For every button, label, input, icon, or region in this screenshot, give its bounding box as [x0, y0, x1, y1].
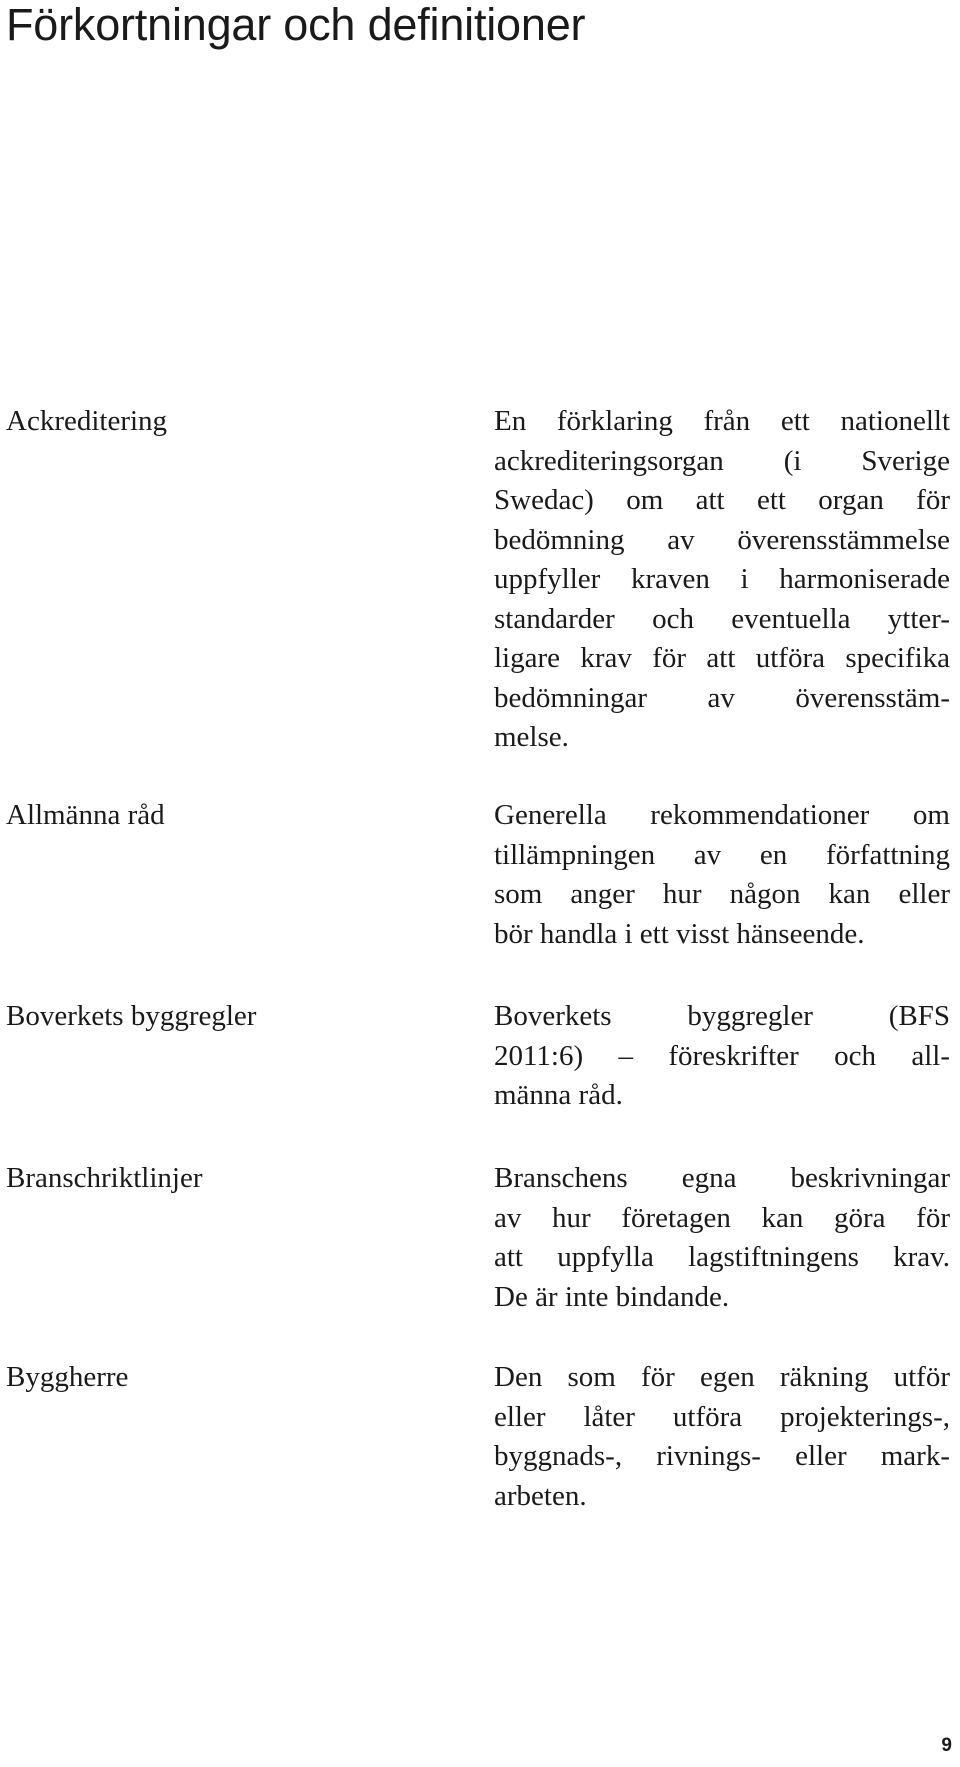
definition-line: männa råd.	[494, 1079, 623, 1111]
definition-line: byggnads-, rivnings- eller mark-	[494, 1440, 950, 1472]
definition-line: uppfyller kraven i harmoniserade	[494, 563, 950, 595]
definition-line: att uppfylla lagstiftningens krav.	[494, 1241, 950, 1273]
definition-line: 2011:6) – föreskrifter och all-	[494, 1039, 950, 1072]
definition-line: ligare krav för att utföra specifika	[494, 642, 950, 674]
term: Allmänna råd	[6, 799, 165, 831]
term: Byggherre	[6, 1361, 129, 1393]
definition-line: av hur företagen kan göra för	[494, 1201, 950, 1234]
definition-line: bedömning av överensstämmelse	[494, 523, 950, 556]
term: Boverkets byggregler	[6, 1000, 257, 1032]
definition-line: bör handla i ett visst hänseende.	[494, 917, 865, 950]
definition-text	[494, 796, 950, 954]
definition-text	[494, 402, 950, 758]
definition-line: eller låter utföra projekterings-,	[494, 1400, 950, 1433]
term: Branschriktlinjer	[6, 1162, 203, 1194]
definition-line: Generella rekommendationer om	[494, 799, 950, 831]
definition-line: tillämpningen av en författning	[494, 838, 950, 871]
definition-line: Branschens egna beskrivningar	[494, 1162, 950, 1194]
definition-line: Den som för egen räkning utför	[494, 1361, 950, 1393]
definition-line: ackrediteringsorgan (i Sverige	[494, 444, 950, 477]
definition-line: Boverkets byggregler (BFS	[494, 1000, 950, 1032]
definition-line: som anger hur någon kan eller	[494, 878, 950, 910]
definition-line: En förklaring från ett nationellt	[494, 405, 950, 437]
definition-line: standarder och eventuella ytter-	[494, 602, 950, 635]
definition-text	[494, 1358, 950, 1516]
term: Ackreditering	[6, 405, 168, 437]
page-title: Förkortningar och definitioner	[6, 0, 586, 50]
definition-line: Swedac) om att ett organ för	[494, 484, 950, 516]
definition-line: melse.	[494, 721, 569, 753]
definition-text	[494, 997, 950, 1116]
definition-line: De är inte bindande.	[494, 1280, 730, 1313]
definition-line: arbeten.	[494, 1479, 587, 1512]
definition-line: bedömningar av överensstäm-	[494, 681, 950, 714]
definition-text	[494, 1159, 950, 1317]
page-number: 9	[941, 1735, 952, 1756]
